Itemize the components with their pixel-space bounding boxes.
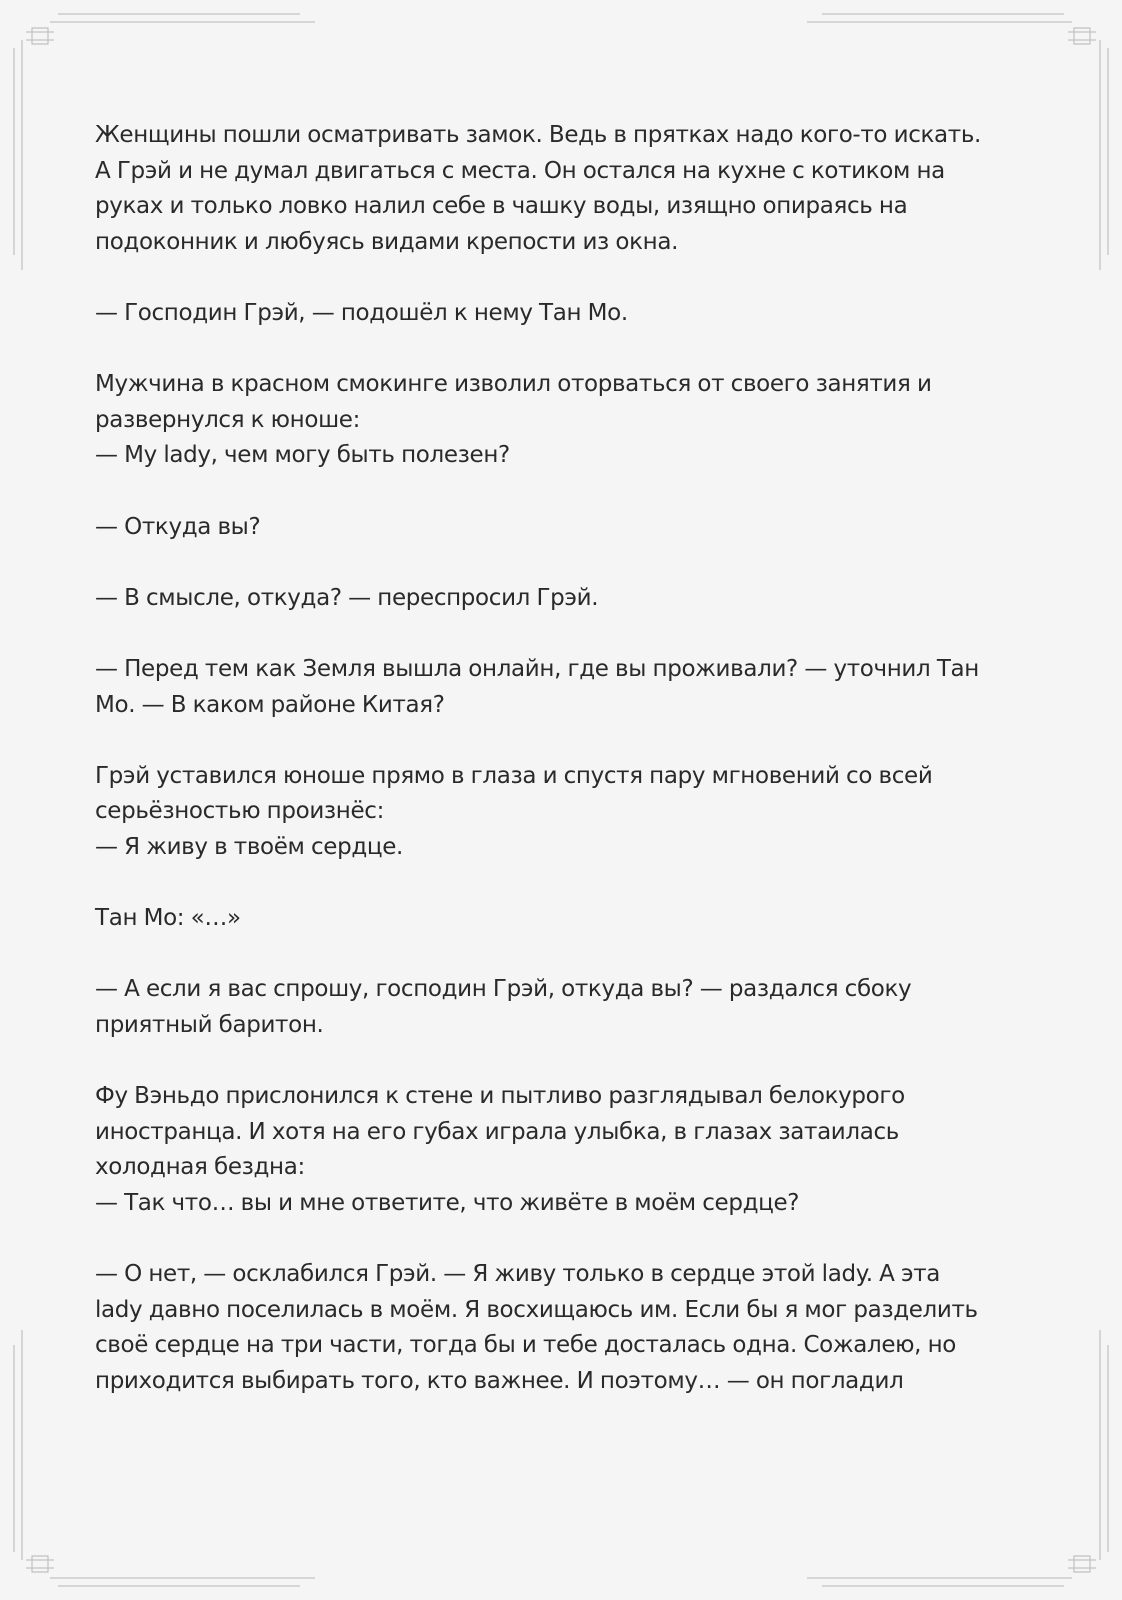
text-line: — О нет, — осклабился Грэй. — Я живу только в сердце этой lady. А эта: [95, 1261, 941, 1287]
text-line: lady давно поселилась в моём. Я восхищаюсь им. Если бы я мог разделить: [95, 1296, 978, 1323]
text-line: подоконник и любуясь видами крепости из окна.: [95, 228, 679, 255]
text-line: приходится выбирать того, кто важнее. И поэтому… — он погладил: [95, 1367, 904, 1394]
paragraph: [95, 367, 1035, 474]
text-body: [95, 118, 1035, 1435]
paragraph: [95, 759, 1035, 866]
paragraph: [95, 118, 1035, 260]
text-line: — My lady, чем могу быть полезен?: [95, 442, 510, 469]
text-line: холодная бездна:: [95, 1154, 305, 1181]
text-line: приятный баритон.: [95, 1011, 324, 1038]
paragraph: [95, 581, 1035, 617]
text-line: — Так что… вы и мне ответите, что живёте в моём сердце?: [95, 1189, 800, 1216]
text-line: — А если я вас спрошу, господин Грэй, откуда вы? — раздался сбоку: [95, 976, 912, 1003]
text-line: серьёзностью произнёс:: [95, 798, 384, 825]
text-line: Мо. — В каком районе Китая?: [95, 691, 445, 718]
text-line: Мужчина в красном смокинге изволил оторваться от своего занятия и: [95, 371, 932, 398]
paragraph: [95, 1079, 1035, 1221]
text-line: — Откуда вы?: [95, 513, 261, 540]
paragraph: [95, 1257, 1035, 1399]
text-line: А Грэй и не думал двигаться с места. Он остался на кухне с котиком на: [95, 157, 945, 184]
text-line: — Господин Грэй, — подошёл к нему Тан Мо.: [95, 299, 628, 326]
text-line: Женщины пошли осматривать замок. Ведь в прятках надо кого-то искать.: [95, 122, 981, 148]
text-line: развернулся к юноше:: [95, 406, 360, 433]
paragraph: [95, 296, 1035, 332]
text-line: Грэй уставился юноше прямо в глаза и спустя пару мгновений со всей: [95, 762, 933, 789]
text-line: Фу Вэньдо прислонился к стене и пытливо разглядывал белокурого: [95, 1083, 905, 1110]
text-line: Тан Мо: «…»: [95, 905, 241, 932]
paragraph: [95, 510, 1035, 546]
text-line: своё сердце на три части, тогда бы и тебе досталась одна. Сожалею, но: [95, 1332, 956, 1359]
text-line: руках и только ловко налил себе в чашку воды, изящно опираясь на: [95, 193, 908, 220]
text-line: — Перед тем как Земля вышла онлайн, где вы проживали? — уточнил Тан: [95, 655, 979, 682]
text-line: — Я живу в твоём сердце.: [95, 833, 403, 860]
text-line: иностранца. И хотя на его губах играла улыбка, в глазах затаилась: [95, 1118, 900, 1145]
paragraph: [95, 652, 1035, 723]
paragraph: [95, 901, 1035, 937]
paragraph: [95, 972, 1035, 1043]
text-line: — В смысле, откуда? — переспросил Грэй.: [95, 584, 599, 611]
